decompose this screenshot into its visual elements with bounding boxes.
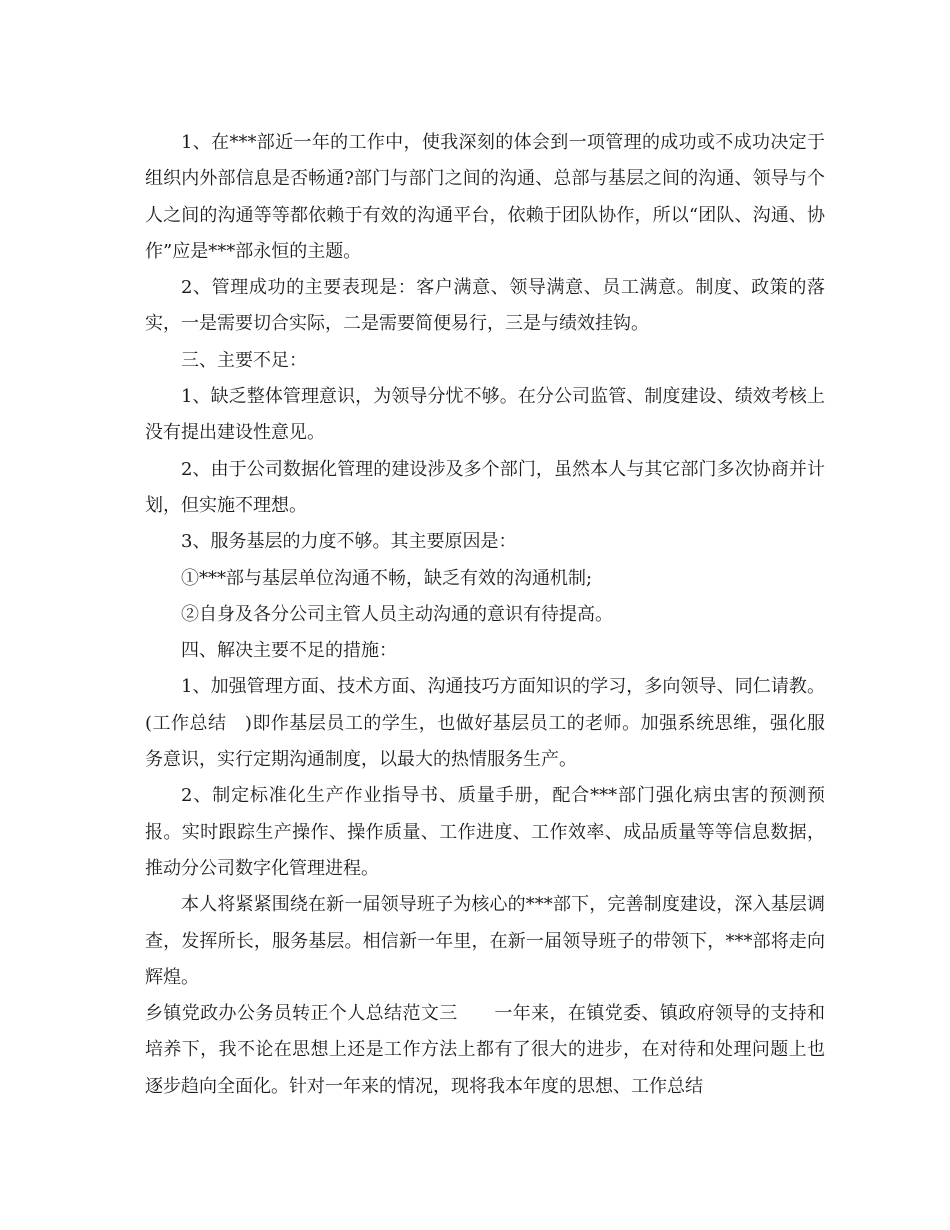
paragraph-communication-importance: 1、在***部近一年的工作中，使我深刻的体会到一项管理的成功或不成功决定于组织内外部信息是否畅通?部门与部门之间的沟通、总部与基层之间的沟通、领导与个人之间的沟通等等都依赖于有效的沟通平台，依赖于团队协作，所以“团队、沟通、协作”应是***部永恒的主题。 — [145, 132, 825, 262]
list-item-reason-2: ②自身及各分公司主管人员主动沟通的意识有待提高。 — [181, 603, 613, 625]
section-heading-shortcomings: 三、主要不足： — [181, 349, 307, 371]
document-body — [145, 125, 825, 1105]
paragraph-shortcoming-1: 1、缺乏整体管理意识，为领导分忧不够。在分公司监管、制度建设、绩效考核上没有提出建设性意见。 — [145, 386, 825, 444]
paragraph-template-three: 乡镇党政办公务员转正个人总结范文三 一年来，在镇党委、镇政府领导的支持和培养下，我不论在思想上还是工作方法上都有了很大的进步，在对待和处理问题上也逐步趋向全面化。针对一年来的情况，现将我本年度的思想、工作总结 — [145, 1003, 825, 1097]
section-heading-measures: 四、解决主要不足的措施： — [181, 640, 397, 662]
paragraph-measure-1: 1、加强管理方面、技术方面、沟通技巧方面知识的学习，多向领导、同仁请教。(工作总结 )即作基层员工的学生，也做好基层员工的老师。加强系统思维，强化服务意识，实行定期沟通制度，以最大的热情服务生产。 — [145, 676, 825, 771]
paragraph-measure-2: 2、制定标准化生产作业指导书、质量手册，配合***部门强化病虫害的预测预报。实时跟踪生产操作、操作质量、工作进度、工作效率、成品质量等等信息数据，推动分公司数字化管理进程。 — [145, 785, 825, 879]
paragraph-conclusion: 本人将紧紧围绕在新一届领导班子为核心的***部下，完善制度建设，深入基层调查，发挥所长，服务基层。相信新一年里，在新一届领导班子的带领下，***部将走向辉煌。 — [145, 894, 825, 988]
paragraph-shortcoming-2: 2、由于公司数据化管理的建设涉及多个部门，虽然本人与其它部门多次协商并计划，但实施不理想。 — [145, 458, 825, 516]
paragraph-management-success: 2、管理成功的主要表现是：客户满意、领导满意、员工满意。制度、政策的落实，一是需要切合实际，二是需要简便易行，三是与绩效挂钩。 — [145, 277, 825, 335]
paragraph-shortcoming-3: 3、服务基层的力度不够。其主要原因是： — [181, 531, 517, 553]
list-item-reason-1: ①***部与基层单位沟通不畅，缺乏有效的沟通机制; — [181, 567, 593, 589]
